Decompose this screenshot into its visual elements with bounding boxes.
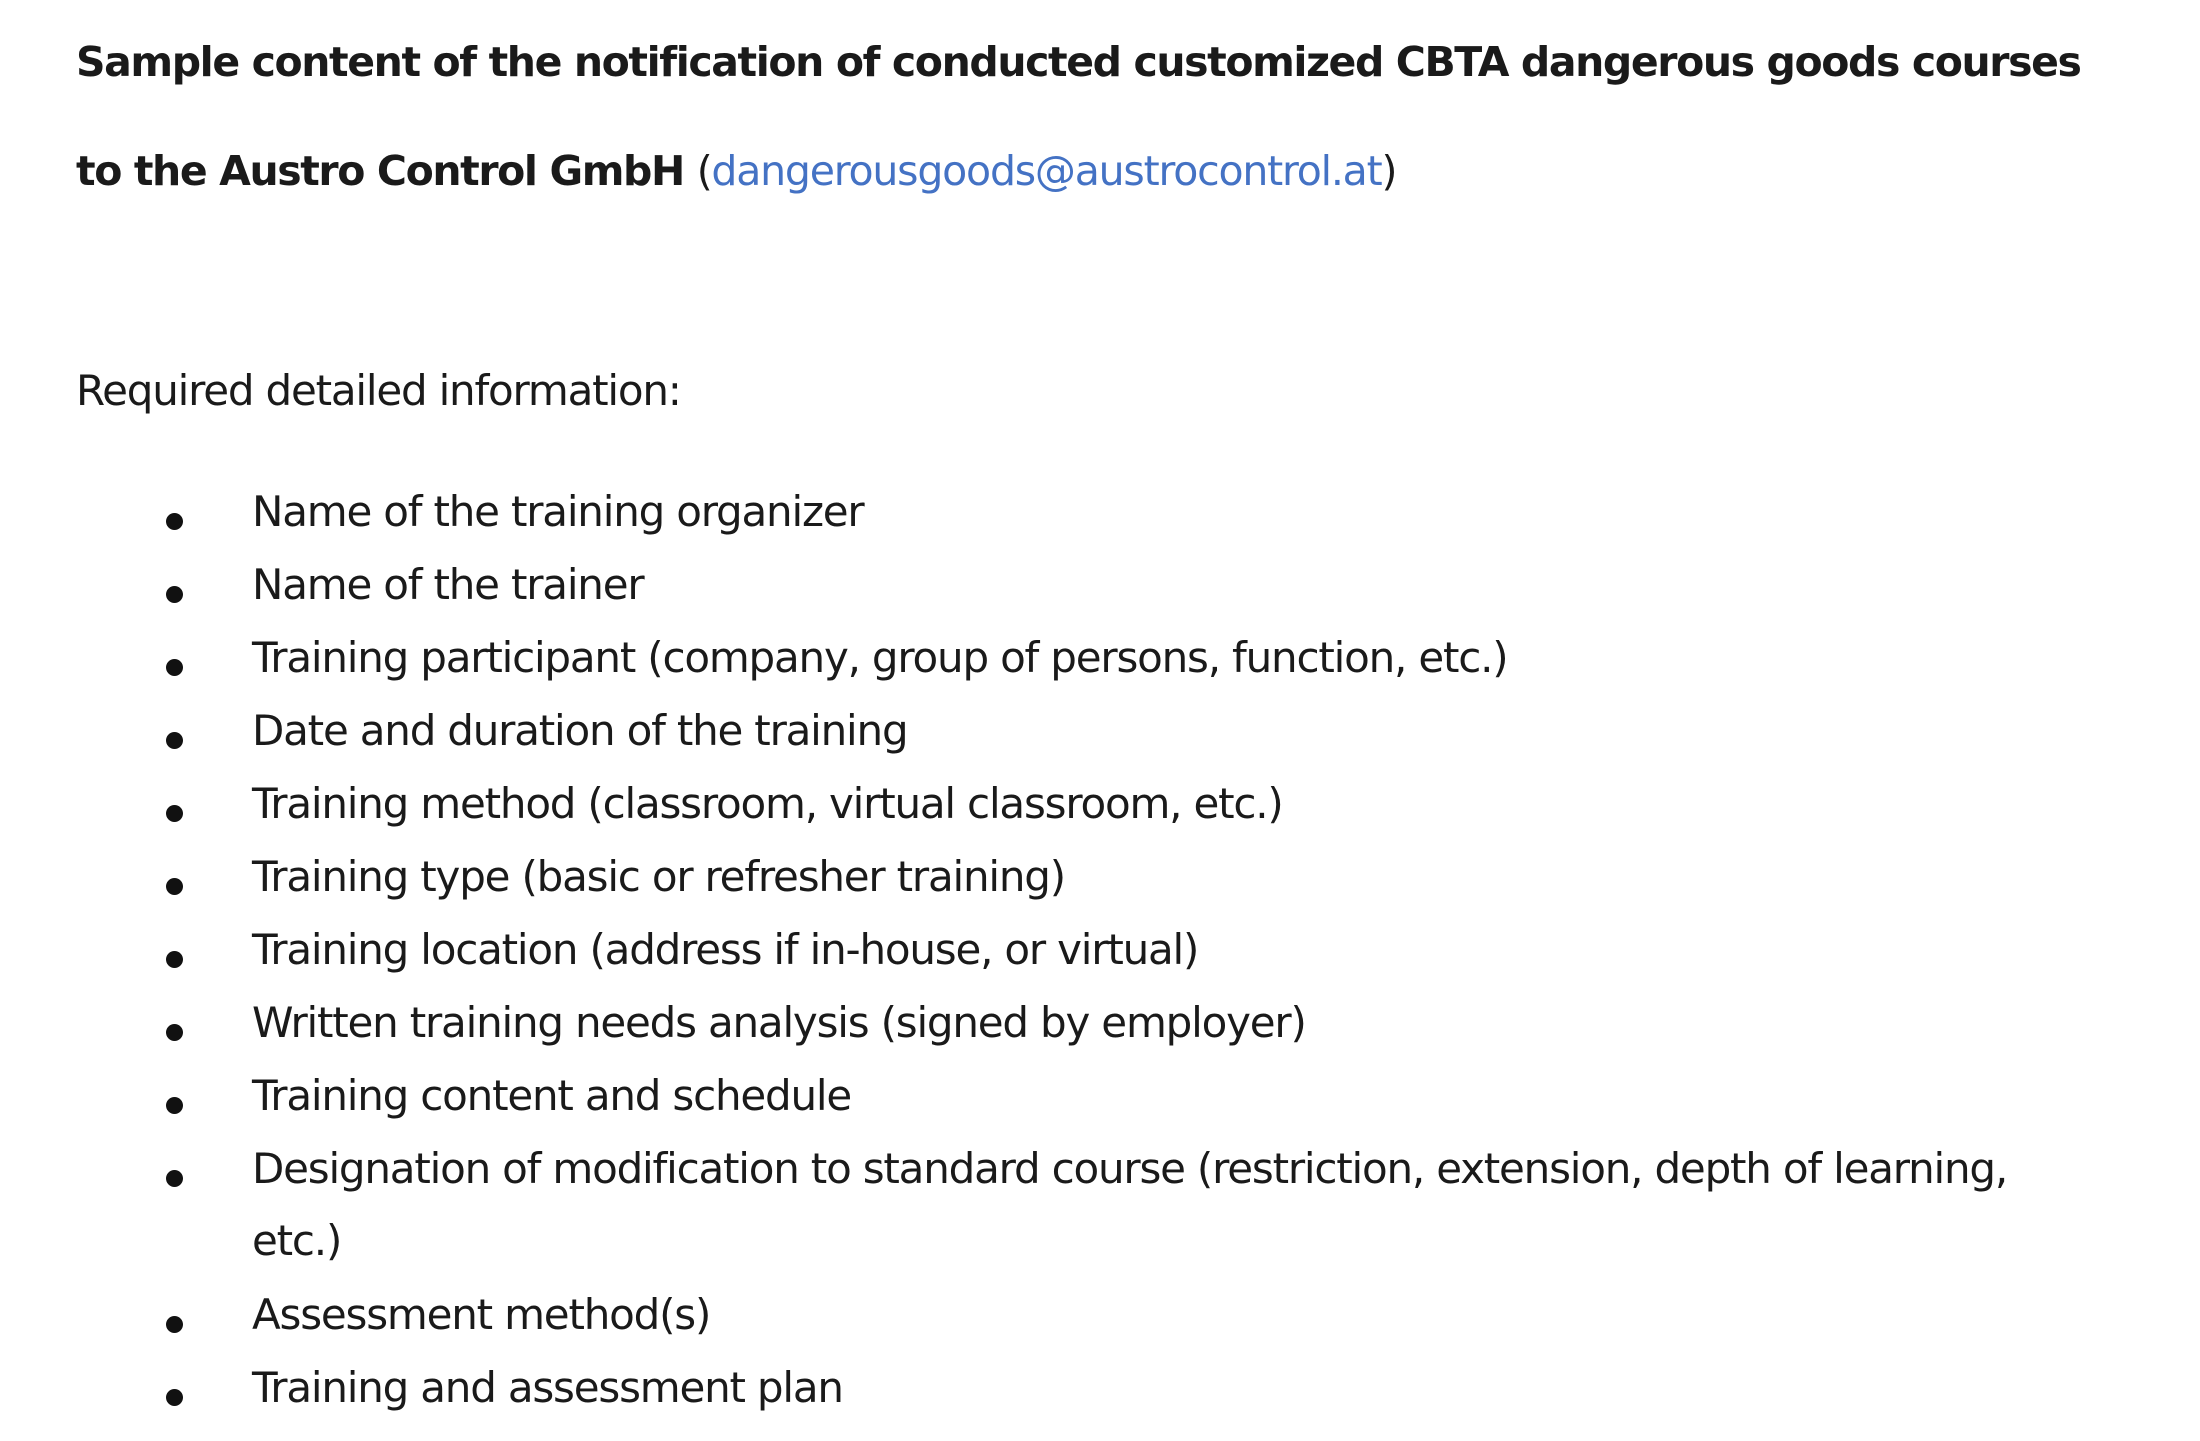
list-item-text: Training type (basic or refresher training) (252, 852, 1065, 901)
list-item-text: Training and assessment plan (252, 1363, 843, 1412)
bullet-icon (166, 732, 183, 749)
bullet-icon (166, 659, 183, 676)
heading-text-line2: to the Austro Control GmbH (76, 147, 684, 195)
list-item-text: Name of the training organizer (252, 487, 864, 536)
list-item-text: Assessment method(s) (252, 1290, 711, 1339)
list-item (0, 1290, 2200, 1368)
list-item (0, 1071, 2200, 1149)
bullet-icon (166, 805, 183, 822)
list-item-text: Written training needs analysis (signed by employer) (252, 998, 1306, 1047)
list-item-text: Designation of modification to standard course (restriction, extension, depth of learning, (252, 1144, 2007, 1193)
bullet-icon (166, 1024, 183, 1041)
list-item (0, 633, 2200, 711)
list-item (0, 925, 2200, 1003)
bullet-icon (166, 1170, 183, 1187)
list-item (0, 1363, 2200, 1441)
list-item (0, 852, 2200, 930)
list-item-text: Date and duration of the training (252, 706, 908, 755)
list-item-text: Training content and schedule (252, 1071, 852, 1120)
list-item (0, 487, 2200, 565)
bullet-icon (166, 1389, 183, 1406)
list-item-text-continuation: etc.) (252, 1216, 342, 1265)
bullet-icon (166, 513, 183, 530)
intro-text: Required detailed information: (76, 366, 681, 415)
list-item (0, 779, 2200, 857)
heading-text-line1: Sample content of the notification of conducted customized CBTA dangerous goods courses (76, 38, 2081, 86)
list-item (0, 998, 2200, 1076)
list-item (0, 560, 2200, 638)
document-heading-line2 (76, 147, 2176, 195)
list-item (0, 1144, 2200, 1265)
bullet-icon (166, 1316, 183, 1333)
email-link[interactable]: dangerousgoods@austrocontrol.at (711, 147, 1382, 195)
list-item-text: Training method (classroom, virtual classroom, etc.) (252, 779, 1283, 828)
close-paren: ) (1381, 147, 1397, 195)
document-heading-line1 (76, 38, 2176, 86)
list-item-text: Training participant (company, group of persons, function, etc.) (252, 633, 1508, 682)
list-item-text: Name of the trainer (252, 560, 644, 609)
bullet-icon (166, 878, 183, 895)
open-paren: ( (696, 147, 712, 195)
bullet-icon (166, 1097, 183, 1114)
list-item (0, 706, 2200, 784)
bullet-icon (166, 586, 183, 603)
list-item-text: Training location (address if in-house, or virtual) (252, 925, 1199, 974)
bullet-icon (166, 951, 183, 968)
